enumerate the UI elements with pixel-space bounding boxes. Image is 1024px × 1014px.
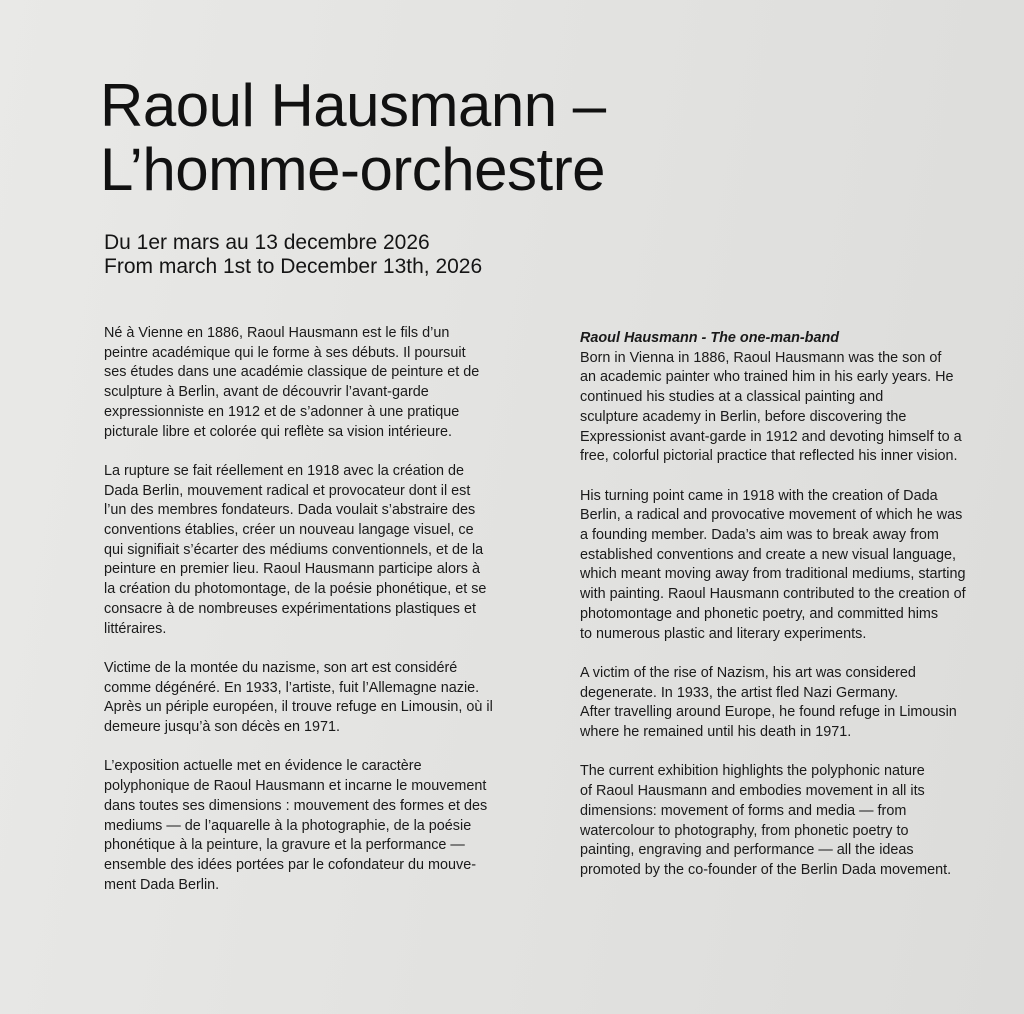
text-line: dimensions: movement of forms and media — from [580, 802, 907, 819]
dates-english: From march 1st to December 13th, 2026 [104, 255, 483, 278]
text-line: to numerous plastic and literary experiments. [580, 625, 867, 642]
text-line: expressionniste en 1912 et de s’adonner à une pratique [104, 403, 460, 420]
text-line: photomontage and phonetic poetry, and committed hims [580, 605, 939, 622]
french-paragraph-1 [104, 324, 524, 442]
text-line: sculpture à Berlin, avant de découvrir l’avant-garde [104, 384, 429, 401]
text-line: free, colorful pictorial practice that reflected his inner vision. [580, 448, 958, 465]
text-line: promoted by the co-founder of the Berlin Dada movement. [580, 861, 952, 878]
text-line: littéraires. [104, 620, 167, 637]
text-line: L’exposition actuelle met en évidence le caractère [104, 758, 422, 775]
text-line: an academic painter who trained him in his early years. He [580, 369, 954, 386]
text-line: a founding member. Dada’s aim was to break away from [580, 527, 939, 544]
french-paragraph-3 [104, 659, 524, 738]
text-line: where he remained until his death in 1971. [580, 724, 852, 741]
text-line: peintre académique qui le forme à ses débuts. Il poursuit [104, 344, 466, 361]
english-paragraph-4 [580, 762, 1020, 880]
text-line: consacre à de nombreuses expérimentations plastiques et [104, 600, 476, 617]
text-line: Dada Berlin, mouvement radical et provocateur dont il est [104, 482, 471, 499]
text-line: The current exhibition highlights the polyphonic nature [580, 763, 925, 780]
exhibition-dates [104, 231, 482, 279]
french-text-column [104, 324, 524, 915]
text-line: la création du photomontage, de la poésie phonétique, et se [104, 581, 487, 598]
text-line: picturale libre et colorée qui reflète sa vision intérieure. [104, 423, 452, 440]
text-line: Victime de la montée du nazisme, son art est considéré [104, 659, 458, 676]
text-line: Berlin, a radical and provocative movement of which he was [580, 507, 963, 524]
text-line: ment Dada Berlin. [104, 876, 220, 893]
text-line: degenerate. In 1933, the artist fled Nazi Germany. [580, 684, 899, 701]
text-line: La rupture se fait réellement en 1918 avec la création de [104, 462, 464, 479]
english-paragraph-1 [580, 349, 1020, 467]
text-line: ensemble des idées portées par le cofondateur du mouve- [104, 856, 476, 873]
title-line-2: L’homme-orchestre [100, 136, 606, 203]
text-line: conventions établies, créer un nouveau langage visuel, ce [104, 522, 474, 539]
text-line: with painting. Raoul Hausmann contributed to the creation of [580, 586, 966, 603]
text-line: demeure jusqu’à son décès en 1971. [104, 719, 341, 736]
text-line: comme dégénéré. En 1933, l’artiste, fuit l’Allemagne nazie. [104, 679, 480, 696]
english-heading: Raoul Hausmann - The one-man-band [580, 330, 840, 346]
text-line: l’un des membres fondateurs. Dada voulait s’abstraire des [104, 502, 476, 519]
text-line: Après un périple européen, il trouve refuge en Limousin, où il [104, 699, 493, 716]
english-paragraph-2 [580, 487, 1020, 645]
text-line: A victim of the rise of Nazism, his art was considered [580, 664, 916, 681]
text-line: Né à Vienne en 1886, Raoul Hausmann est le fils d’un [104, 325, 450, 341]
text-line: ses études dans une académie classique de peinture et de [104, 364, 480, 381]
french-paragraph-2 [104, 462, 524, 639]
text-line: Born in Vienna in 1886, Raoul Hausmann was the son of [580, 349, 942, 366]
english-paragraph-3 [580, 664, 1020, 743]
text-line: phonétique à la peinture, la gravure et la performance — [104, 837, 465, 854]
text-line: dans toutes ses dimensions : mouvement des formes et des [104, 797, 488, 814]
text-line: peinture en premier lieu. Raoul Hausmann participe alors à [104, 561, 480, 578]
text-line: established conventions and create a new visual language, [580, 546, 957, 563]
text-line: polyphonique de Raoul Hausmann et incarne le mouvement [104, 778, 487, 795]
dates-french: Du 1er mars au 13 decembre 2026 [104, 231, 430, 254]
text-line: which meant moving away from traditional mediums, starting [580, 566, 966, 583]
text-line: painting, engraving and performance — all the ideas [580, 842, 914, 859]
text-line: watercolour to photography, from phonetic poetry to [580, 822, 909, 839]
text-line: of Raoul Hausmann and embodies movement in all its [580, 783, 925, 800]
title-line-1: Raoul Hausmann – [100, 72, 606, 139]
french-paragraph-4 [104, 757, 524, 895]
text-line: mediums — de l’aquarelle à la photographie, de la poésie [104, 817, 472, 834]
text-line: continued his studies at a classical painting and [580, 389, 884, 406]
text-line: qui signifiait s’écarter des médiums conventionnels, et de la [104, 541, 484, 558]
text-line: His turning point came in 1918 with the creation of Dada [580, 487, 938, 504]
exhibition-title [100, 74, 606, 202]
text-line: Expressionist avant-garde in 1912 and devoting himself to a [580, 428, 962, 445]
english-text-column [580, 329, 1020, 900]
text-line: After travelling around Europe, he found refuge in Limousin [580, 704, 957, 721]
text-line: sculpture academy in Berlin, before discovering the [580, 408, 907, 425]
